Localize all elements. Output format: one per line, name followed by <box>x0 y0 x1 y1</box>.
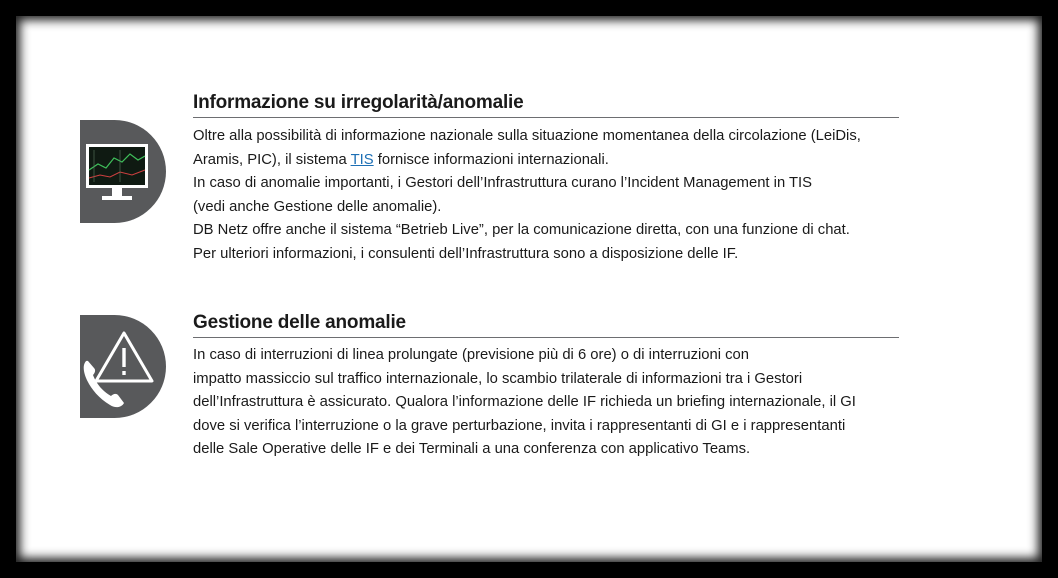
monitor-icon <box>80 120 166 223</box>
slide-frame <box>16 16 1042 562</box>
body-line: dell’Infrastruttura è assicurato. Qualora l’informazione delle IF richieda un briefing internazionale, il GI <box>193 394 856 411</box>
section-body <box>193 344 913 462</box>
section-title: Gestione delle anomalie <box>193 312 899 338</box>
body-line: Per ulteriori informazioni, i consulenti dell’Infrastruttura sono a disposizione delle IF. <box>193 245 739 262</box>
body-line: In caso di interruzioni di linea prolungate (previsione più di 6 ore) o di interruzioni con <box>193 347 750 363</box>
tis-link[interactable]: TIS <box>350 151 374 168</box>
body-line: dove si verifica l’interruzione o la grave perturbazione, invita i rappresentanti di GI e i rappresentanti <box>193 417 846 434</box>
section-body <box>193 125 913 267</box>
body-line: impatto massiccio sul traffico internazionale, lo scambio trilaterale di informazioni tra i Gestori <box>193 370 803 387</box>
warning-phone-icon <box>80 315 166 418</box>
section-title: Informazione su irregolarità/anomalie <box>193 92 899 118</box>
body-line: DB Netz offre anche il sistema “Betrieb Live”, per la comunicazione diretta, con una funzione di chat. <box>193 222 850 239</box>
body-line: (vedi anche Gestione delle anomalie). <box>193 198 442 215</box>
body-line: In caso di anomalie importanti, i Gestori dell’Infrastruttura curano l’Incident Management in TIS <box>193 175 813 192</box>
body-line: Oltre alla possibilità di informazione nazionale sulla situazione momentanea della circolazione (LeiDis, <box>193 128 861 144</box>
body-line: delle Sale Operative delle IF e dei Terminali a una conferenza con applicativo Teams. <box>193 441 751 458</box>
body-line: Aramis, PIC), il sistema TIS fornisce informazioni internazionali. <box>193 151 609 168</box>
